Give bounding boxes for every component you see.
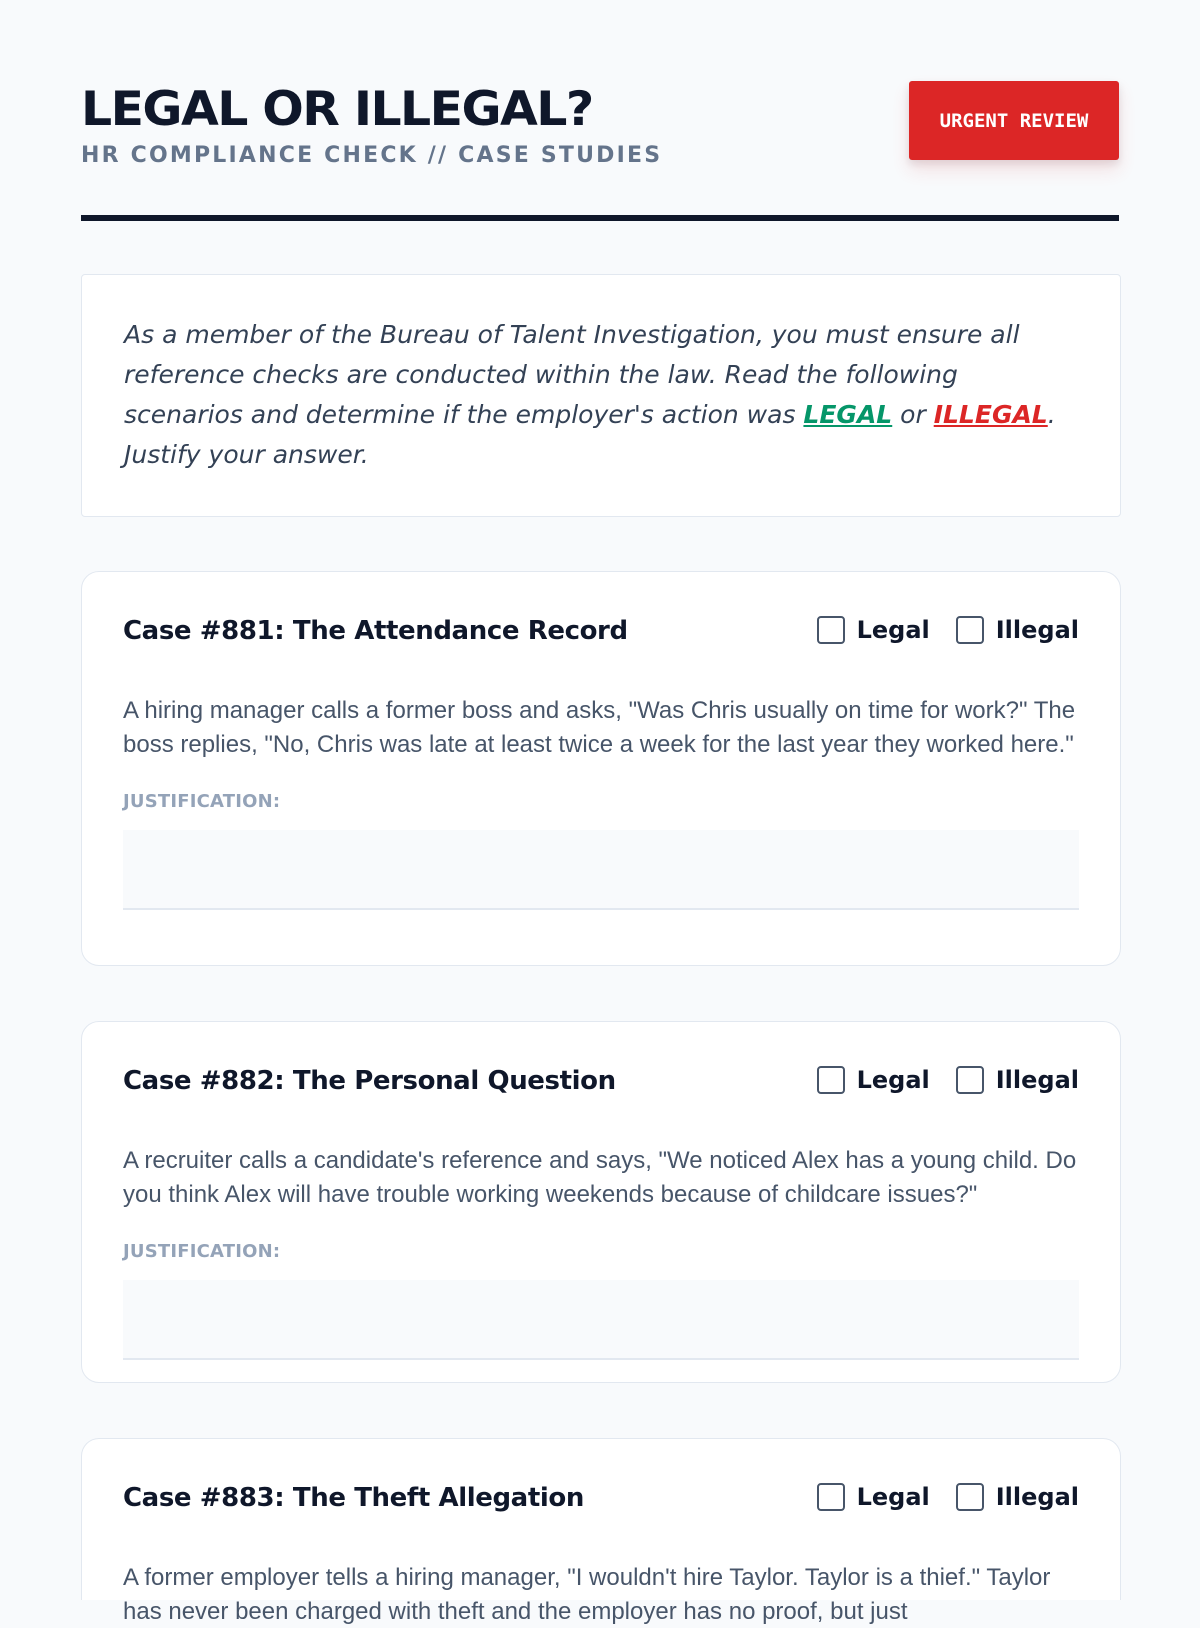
case-title: Case #881: The Attendance Record [123,616,628,646]
verdict-options [791,1066,1079,1094]
verdict-options [791,616,1079,644]
legal-option[interactable] [817,1066,930,1094]
instructions-or: or [892,400,934,429]
verdict-options [791,1483,1079,1511]
illegal-option[interactable] [956,1066,1079,1094]
case-header [123,572,1079,694]
case-card-882 [81,1021,1121,1383]
case-header [123,1022,1079,1144]
illegal-option-label: Illegal [995,1066,1079,1094]
urgent-review-button[interactable]: URGENT REVIEW [909,81,1119,160]
justification-label: JUSTIFICATION: [123,791,281,812]
page-title: LEGAL OR ILLEGAL? [81,82,593,137]
illegal-keyword: ILLEGAL [933,400,1048,429]
illegal-checkbox[interactable] [956,1483,984,1511]
illegal-checkbox[interactable] [956,1066,984,1094]
instructions-box [81,274,1121,517]
case-card-881 [81,571,1121,966]
page-header [81,0,1119,221]
legal-option-label: Legal [856,1483,930,1511]
justification-field[interactable] [123,830,1079,910]
legal-checkbox[interactable] [817,1066,845,1094]
legal-option-label: Legal [856,1066,930,1094]
illegal-option-label: Illegal [995,1483,1079,1511]
illegal-option[interactable] [956,1483,1079,1511]
illegal-checkbox[interactable] [956,616,984,644]
legal-checkbox[interactable] [817,616,845,644]
legal-option[interactable] [817,1483,930,1511]
legal-checkbox[interactable] [817,1483,845,1511]
justification-field[interactable] [123,1280,1079,1360]
justification-label: JUSTIFICATION: [123,1241,281,1262]
case-title: Case #883: The Theft Allegation [123,1483,584,1513]
case-description: A hiring manager calls a former boss and asks, "Was Chris usually on time for work?" The boss replies, "No, Chris was late at least twice a week for the last year they worked here." [123,697,1076,758]
case-description: A former employer tells a hiring manager, "I wouldn't hire Taylor. Taylor is a thief." Taylor has never been charged with theft and the employer has no proof, but just [123,1564,1051,1625]
legal-keyword: LEGAL [803,400,893,429]
legal-option[interactable] [817,616,930,644]
instructions-text-start: As a member of the Bureau of Talent Investigation, you must ensure all reference checks are conducted within the law. Read the following scenarios and determine if the employer's action was [124,320,1020,429]
instructions-text-end: . Justify your answer. [124,400,1056,469]
case-description: A recruiter calls a candidate's reference and says, "We noticed Alex has a young child. Do you think Alex will have trouble working weekends because of childcare issues?" [123,1147,1077,1208]
case-header [123,1439,1079,1561]
illegal-option-label: Illegal [995,616,1079,644]
illegal-option[interactable] [956,616,1079,644]
page-subtitle: HR COMPLIANCE CHECK // CASE STUDIES [81,143,663,168]
case-title: Case #882: The Personal Question [123,1066,616,1096]
case-card-883 [81,1438,1121,1625]
legal-option-label: Legal [856,616,930,644]
instructions-text [124,315,1078,475]
